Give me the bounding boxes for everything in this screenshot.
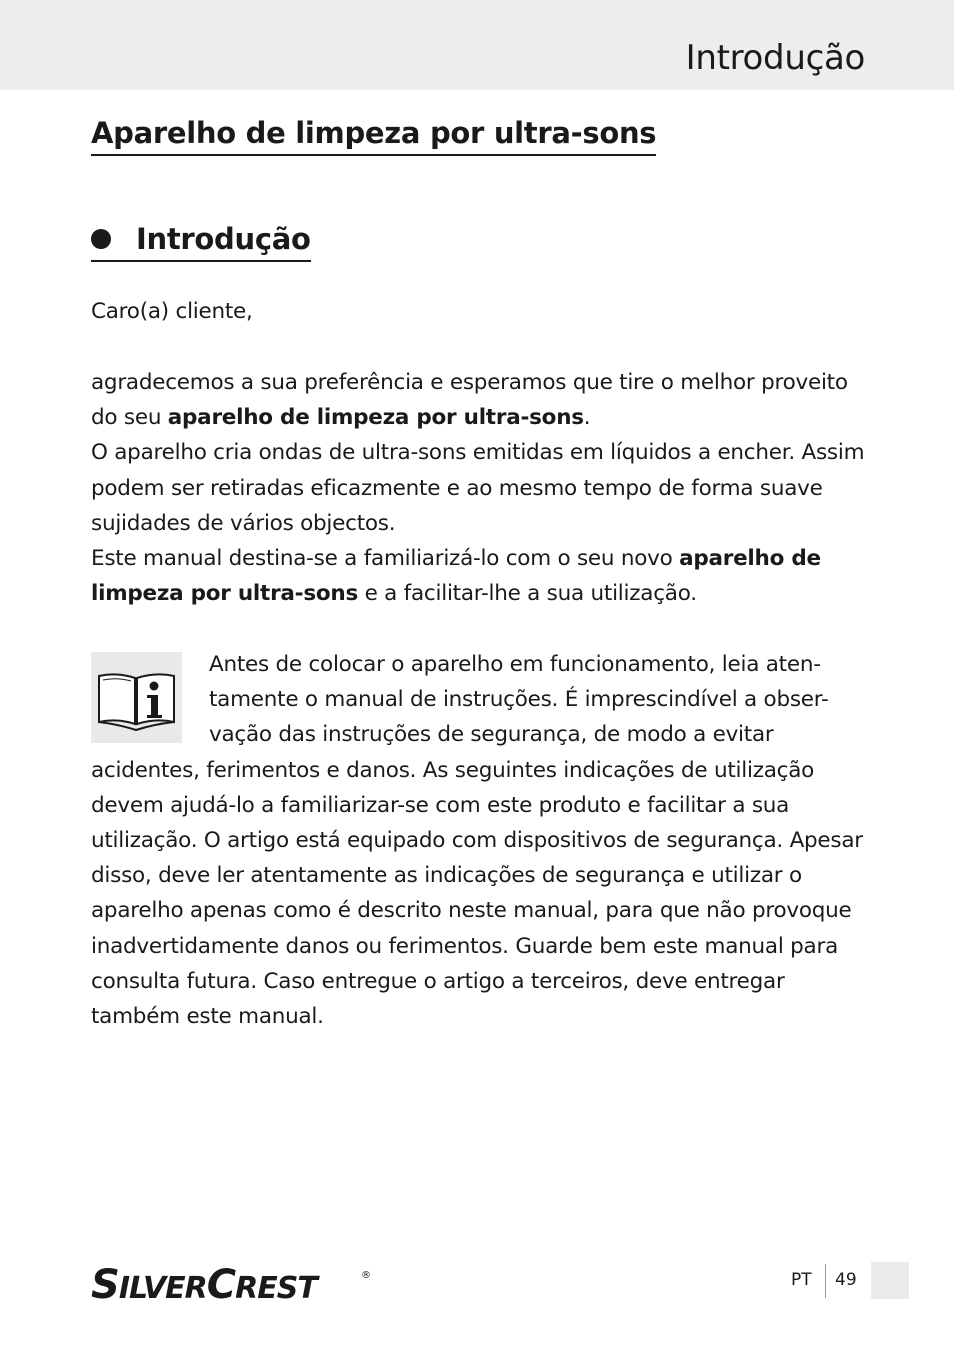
silvercrest-logo: [91, 1256, 381, 1306]
safety-notice: [91, 647, 871, 1034]
paragraph-thanks: [91, 365, 871, 435]
product-name: aparelho de limpeza por ultra-sons: [91, 546, 821, 607]
section-heading: [91, 218, 311, 262]
language-code: PT: [791, 1270, 812, 1290]
silvercrest-logo-graphic: [91, 1256, 381, 1306]
safety-notice-line-1: Antes de colocar o aparelho em funcionamento, leia aten-: [209, 652, 821, 677]
paragraph-manual-purpose: [91, 541, 871, 611]
paragraph-thanks-end: .: [583, 405, 591, 431]
intro-paragraphs: [91, 365, 871, 611]
safety-notice-body: acidentes, ferimentos e danos. As seguintes indicações de utilização devem ajudá-lo a familiarizar-se com este produto e facilitar a sua utilização. O artigo está equipado com dispositivos de segurança. Apesar disso, deve ler atentamente as indicações de segurança e utilizar o aparelho apenas como é descrito neste manual, para que não provoque inadvertidamente danos ou ferimentos. Guarde bem este manual para consulta futura. Caso entregue o artigo a terceiros, deve entregar também este manual.: [91, 757, 863, 1030]
registered-mark: ®: [361, 1270, 371, 1281]
paragraph-manual-end: e a facilitar-lhe a sua utilização.: [358, 581, 697, 607]
bullet-dot-icon: [91, 229, 111, 249]
safety-notice-line-2: tamente o manual de instruções. É imprescindível a obser-: [209, 687, 829, 713]
greeting-block: [91, 294, 871, 329]
svg-text:SILVERCREST: SILVERCREST: [91, 1262, 317, 1306]
page-tab-marker: [871, 1262, 909, 1299]
paragraph-manual-text: Este manual destina-se a familiarizá-lo com o seu novo: [91, 546, 680, 572]
footer-divider: [825, 1264, 826, 1298]
document-title: Aparelho de limpeza por ultra-sons: [91, 112, 656, 156]
safety-notice-line-3: vação das instruções de segurança, de modo a evitar: [209, 722, 774, 748]
greeting: Caro(a) cliente,: [91, 299, 253, 324]
paragraph-thanks-text: agradecemos a sua preferência e esperamos que tire o melhor proveito do seu: [91, 370, 848, 431]
section-heading-text: Introdução: [136, 222, 311, 256]
product-name: aparelho de limpeza por ultra-sons: [167, 405, 584, 431]
paragraph-function: O aparelho cria ondas de ultra-sons emitidas em líquidos a encher. Assim podem ser retiradas eficazmente e ao mesmo tempo de forma suave sujidades de vários objectos.: [91, 440, 865, 536]
page-number: 49: [835, 1270, 857, 1290]
running-header-title: Introdução: [685, 38, 865, 78]
